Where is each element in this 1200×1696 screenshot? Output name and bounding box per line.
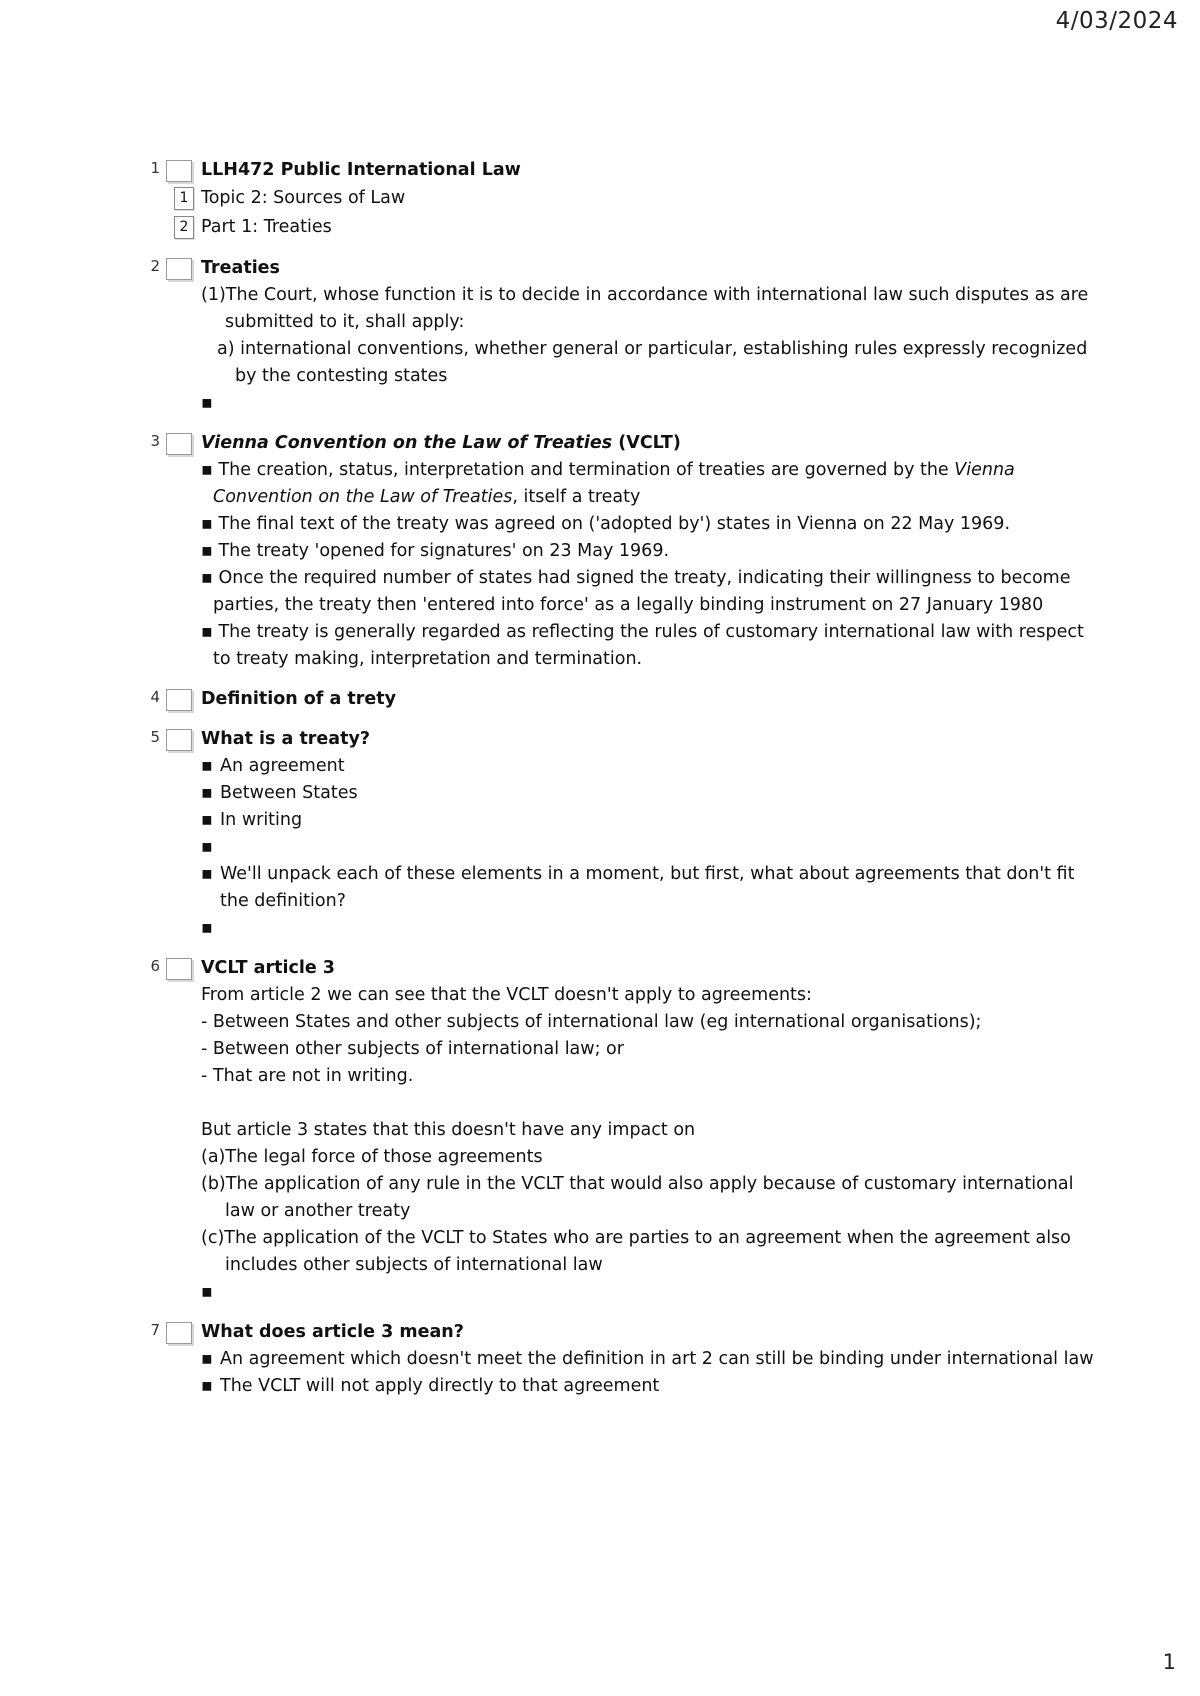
sub-item-text: Part 1: Treaties (201, 217, 332, 237)
notes-pages (0, 156, 1200, 1412)
bullet-icon: ▪ (201, 756, 213, 776)
empty-bullet: ▪ (201, 1282, 213, 1302)
bullet-icon: ▪ (201, 541, 213, 561)
bullet-item: ▪ The treaty is generally regarded as reflecting the rules of customary international law with respect to treaty making, interpretation and termination. (201, 622, 1084, 669)
slide-number: 5 (150, 728, 160, 746)
slide-number: 6 (150, 957, 160, 975)
bullet-item: ▪ The final text of the treaty was agreed on ('adopted by') states in Vienna on 22 May 1969. (201, 514, 1011, 534)
slide-title: What does article 3 mean? (201, 1322, 464, 1342)
sub-number-box: 1 (174, 187, 194, 210)
bullet-icon: ▪ (201, 783, 213, 803)
list-item: (c)The application of the VCLT to States who are parties to an agreement when the agreement also includes other subjects of international law (201, 1228, 1071, 1275)
slide-number: 1 (150, 159, 160, 177)
slide-thumbnail-icon (166, 958, 192, 980)
bullet-item: ▪ An agreement (201, 753, 1101, 780)
slide-title (201, 429, 681, 457)
bullet-item (201, 834, 1101, 861)
bullet-icon: ▪ (201, 514, 213, 534)
bullet-item: ▪ Between States (201, 780, 1101, 807)
dash-item: - That are not in writing. (201, 1066, 414, 1086)
sub-item (179, 213, 1101, 242)
sub-item (179, 184, 1101, 213)
dash-item: - Between States and other subjects of international law (eg international organisations); (201, 1012, 982, 1032)
sub-item-text: Topic 2: Sources of Law (201, 188, 406, 208)
spacer (201, 1090, 1101, 1117)
slide-2 (0, 254, 1200, 417)
slide-thumbnail-icon (166, 258, 192, 280)
paragraph: a) international conventions, whether general or particular, establishing rules expressly recognized by the contesting states (217, 339, 1088, 386)
slide-title: LLH472 Public International Law (201, 160, 521, 180)
list-item: (a)The legal force of those agreements (201, 1147, 543, 1167)
slide-3 (0, 429, 1200, 673)
slide-thumbnail-icon (166, 433, 192, 455)
bullet-icon: ▪ (201, 622, 213, 642)
bullet-icon: ▪ (201, 460, 213, 480)
slide-1 (0, 156, 1200, 242)
slide-title: Treaties (201, 258, 280, 278)
slide-7 (0, 1318, 1200, 1400)
paragraph: From article 2 we can see that the VCLT doesn't apply to agreements: (201, 985, 812, 1005)
slide-title-rest: (VCLT) (612, 433, 681, 453)
bullet-item: ▪ The treaty 'opened for signatures' on 23 May 1969. (201, 541, 670, 561)
slide-title: What is a treaty? (201, 729, 371, 749)
bullet-icon: ▪ (201, 837, 213, 857)
slide-title: Definition of a trety (201, 689, 397, 709)
slide-number: 4 (150, 688, 160, 706)
bullet-item: ▪ The VCLT will not apply directly to that agreement (201, 1373, 1101, 1400)
slide-5 (0, 725, 1200, 942)
slide-thumbnail-icon (166, 1322, 192, 1344)
bullet-item: ▪ An agreement which doesn't meet the definition in art 2 can still be binding under international law (201, 1346, 1101, 1373)
empty-bullet: ▪ (201, 918, 213, 938)
paragraph: But article 3 states that this doesn't have any impact on (201, 1120, 696, 1140)
bullet-icon: ▪ (201, 1376, 213, 1396)
bullet-item: ▪ Once the required number of states had signed the treaty, indicating their willingness to become parties, the treaty then 'entered into force' as a legally binding instrument on 27 January 1980 (201, 568, 1071, 615)
bullet-icon: ▪ (201, 864, 213, 884)
bullet-icon: ▪ (201, 810, 213, 830)
page-number: 1 (1162, 1650, 1176, 1674)
slide-title-italic: Vienna Convention on the Law of Treaties (201, 433, 613, 453)
slide-title: VCLT article 3 (201, 958, 335, 978)
sub-number-box: 2 (174, 216, 194, 239)
dash-item: - Between other subjects of international law; or (201, 1039, 624, 1059)
bullet-icon: ▪ (201, 568, 213, 588)
slide-4 (0, 685, 1200, 713)
slide-thumbnail-icon (166, 160, 192, 182)
slide-thumbnail-icon (166, 729, 192, 751)
slide-number: 3 (150, 432, 160, 450)
empty-bullet: ▪ (201, 393, 213, 413)
slide-thumbnail-icon (166, 689, 192, 711)
bullet-icon: ▪ (201, 1349, 213, 1369)
print-date: 4/03/2024 (1055, 8, 1178, 34)
paragraph: (1)The Court, whose function it is to decide in accordance with international law such disputes as are submitted to it, shall apply: (201, 285, 1089, 332)
bullet-item: ▪ The creation, status, interpretation and termination of treaties are governed by the Vienna Convention on the Law of Treaties, itself a treaty (201, 460, 1015, 507)
slide-6 (0, 954, 1200, 1306)
bullet-item: ▪ We'll unpack each of these elements in a moment, but first, what about agreements that don't fit the definition? (201, 861, 1101, 915)
slide-number: 7 (150, 1321, 160, 1339)
bullet-item: ▪ In writing (201, 807, 1101, 834)
list-item: (b)The application of any rule in the VCLT that would also apply because of customary international law or another treaty (201, 1174, 1074, 1221)
slide-number: 2 (150, 257, 160, 275)
